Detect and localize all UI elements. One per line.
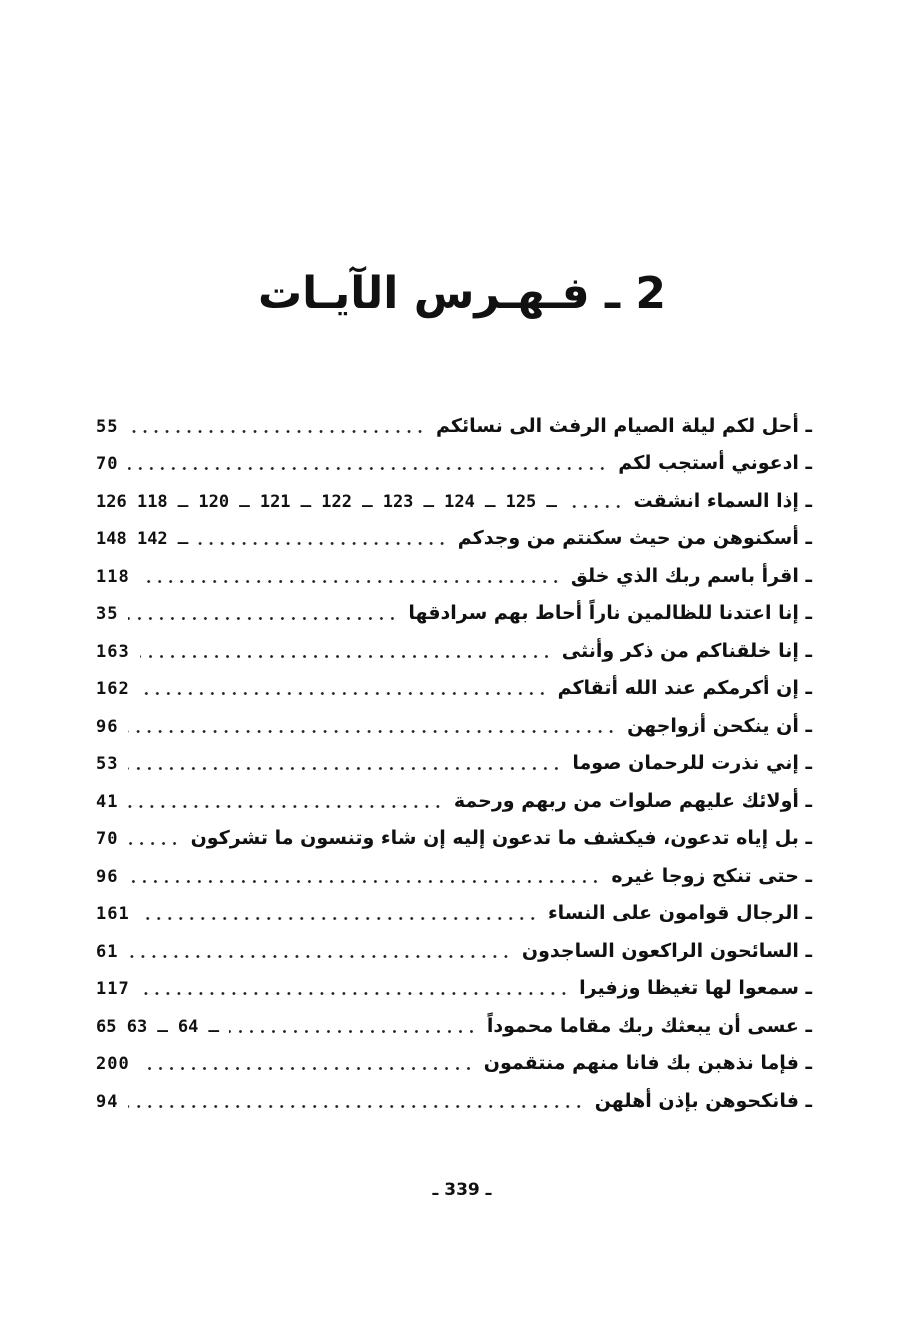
page-references: 41 [96, 791, 119, 812]
page-references: 148 ـ 142 [96, 529, 189, 549]
index-entry [96, 629, 812, 667]
verse-text: ـ أحل لكم ليلة الصيام الرفث الى نسائكم [436, 414, 812, 437]
page-references: 200 [96, 1054, 130, 1074]
leader-dots [128, 880, 601, 883]
index-entry [96, 742, 812, 780]
page-references: 96 [96, 716, 119, 737]
leader-dots [140, 992, 569, 995]
index-entry [96, 854, 812, 892]
verse-text: ـ حتى تنكح زوجا غيره [611, 864, 812, 887]
verse-text: ـ إني نذرت للرحمان صوما [572, 752, 812, 774]
leader-dots [128, 842, 180, 845]
verse-text: ـ أسكنوهن من حيث سكنتم من وجدكم [457, 527, 812, 549]
page-references: 161 [96, 904, 130, 924]
leader-dots [128, 730, 617, 733]
page-references: 70 [96, 454, 119, 474]
leader-dots [128, 430, 426, 433]
page-references: 55 [96, 416, 119, 437]
page-references: 163 [96, 641, 130, 662]
index-entry [96, 1042, 812, 1080]
verse-text: ـ فإما نذهبن بك فانا منهم منتقمون [483, 1052, 812, 1074]
page-references: 118 [96, 566, 130, 587]
leader-dots [128, 767, 562, 770]
index-entry [96, 817, 812, 855]
index-entry [96, 704, 812, 742]
page-references: 117 [96, 979, 130, 999]
verse-text: ـ سمعوا لها تغيظا وزفيرا [579, 977, 812, 999]
verse-text: ـ إذا السماء انشقت [633, 489, 812, 512]
page-references: 53 [96, 754, 119, 774]
leader-dots [140, 1067, 474, 1070]
verse-text: ـ إنا خلقناكم من ذكر وأنثى [561, 639, 812, 662]
page-references: 65 ـ 64 ـ 63 [96, 1016, 219, 1037]
index-entry [96, 404, 812, 442]
index-entry [96, 1079, 812, 1117]
page-references: 96 [96, 866, 119, 887]
page-references: 35 [96, 604, 119, 624]
page-references: 61 [96, 941, 119, 962]
leader-dots [198, 542, 448, 545]
verse-text: ـ ادعوني أستجب لكم [618, 452, 812, 474]
index-entry [96, 892, 812, 930]
verse-text: ـ اقرأ باسم ربك الذي خلق [570, 564, 812, 587]
page-references: 94 [96, 1091, 119, 1112]
index-entry [96, 592, 812, 630]
verse-text: ـ عسى أن يبعثك ربك مقاما محموداً [486, 1014, 812, 1037]
index-entry [96, 1004, 812, 1042]
leader-dots [128, 617, 398, 620]
leader-dots [140, 917, 538, 920]
verse-index-list [96, 404, 812, 1117]
page-number: ـ 339 ـ [432, 1180, 492, 1200]
leader-dots [140, 692, 548, 695]
verse-text: ـ فانكحوهن بإذن أهلهن [594, 1089, 812, 1112]
leader-dots [128, 1105, 584, 1108]
page-references: 162 [96, 679, 130, 699]
index-entry [96, 667, 812, 705]
index-entry [96, 442, 812, 480]
verse-text: ـ الرجال قوامون على النساء [547, 902, 812, 924]
page-references: 126 ـ 125 ـ 124 ـ 123 ـ 122 ـ 121 ـ 120 ـ 118 [96, 491, 557, 512]
verse-text: ـ أن ينكحن أزواجهن [627, 714, 812, 737]
page-title: 2 ـ فـهـرس الآيـات [257, 268, 667, 319]
index-entry [96, 517, 812, 555]
index-entry [96, 967, 812, 1005]
leader-dots [140, 655, 552, 658]
leader-dots [128, 805, 443, 808]
leader-dots [128, 467, 608, 470]
verse-text: ـ إن أكرمكم عند الله أتقاكم [557, 677, 812, 699]
index-entry [96, 554, 812, 592]
leader-dots [567, 505, 624, 508]
index-entry [96, 779, 812, 817]
verse-text: ـ السائحون الراكعون الساجدون [521, 939, 812, 962]
verse-text: ـ بل إياه تدعون، فيكشف ما تدعون إليه إن شاء وتنسون ما تشركون [190, 827, 812, 849]
page-references: 70 [96, 829, 119, 849]
index-entry [96, 479, 812, 517]
leader-dots [229, 1030, 477, 1033]
verse-text: ـ أولائك عليهم صلوات من ربهم ورحمة [453, 789, 812, 812]
leader-dots [128, 955, 511, 958]
verse-text: ـ إنا اعتدنا للظالمين ناراً أحاط بهم سرادقها [408, 602, 812, 624]
leader-dots [140, 580, 561, 583]
index-entry [96, 929, 812, 967]
